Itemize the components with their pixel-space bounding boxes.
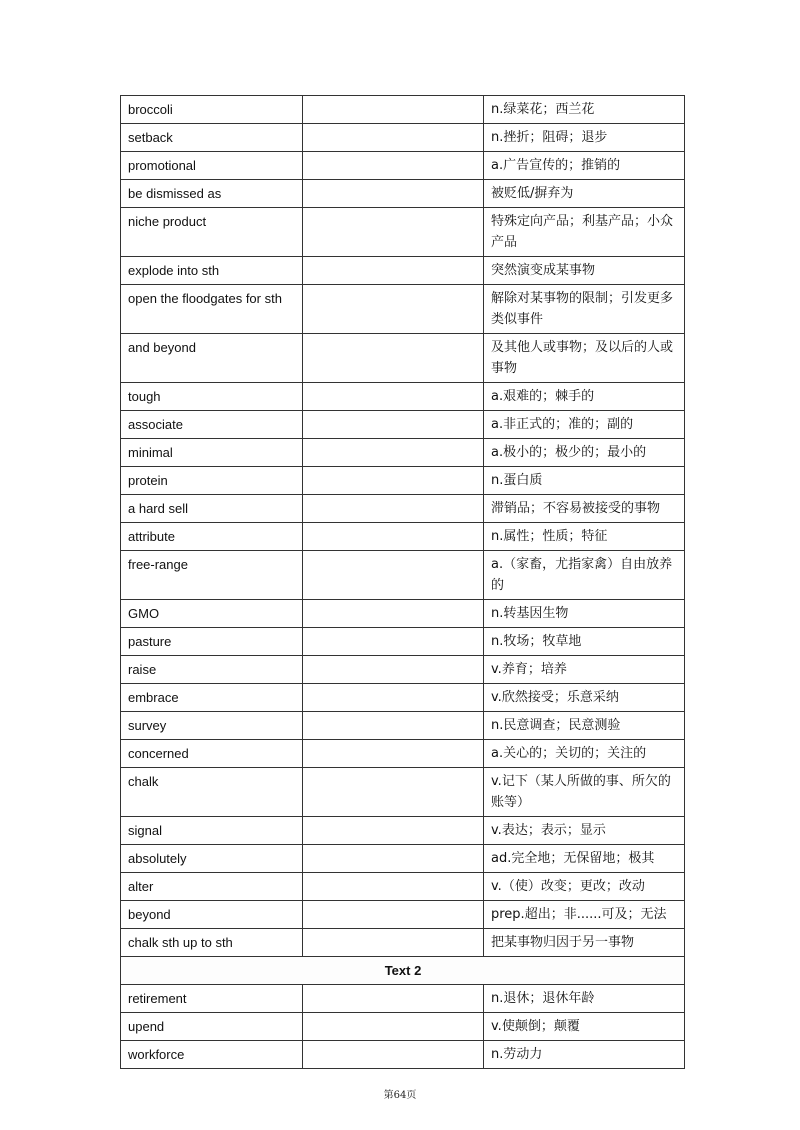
vocab-term: absolutely: [121, 845, 303, 873]
vocab-row: [121, 740, 685, 768]
vocab-blank-cell: [303, 684, 484, 712]
vocab-term: raise: [121, 656, 303, 684]
vocab-row: [121, 817, 685, 845]
vocab-definition: n.转基因生物: [484, 600, 685, 628]
vocab-blank-cell: [303, 1013, 484, 1041]
vocab-term: concerned: [121, 740, 303, 768]
vocab-blank-cell: [303, 467, 484, 495]
vocab-blank-cell: [303, 1041, 484, 1069]
vocab-row: [121, 768, 685, 817]
vocab-blank-cell: [303, 523, 484, 551]
vocab-term: promotional: [121, 152, 303, 180]
vocab-blank-cell: [303, 656, 484, 684]
vocab-term: protein: [121, 467, 303, 495]
vocab-definition: v.养育；培养: [484, 656, 685, 684]
vocab-definition: v.表达；表示；显示: [484, 817, 685, 845]
vocab-row: [121, 628, 685, 656]
vocab-row: [121, 334, 685, 383]
vocab-row: [121, 180, 685, 208]
vocab-definition: 特殊定向产品；利基产品；小众产品: [484, 208, 685, 257]
vocab-definition: 解除对某事物的限制；引发更多类似事件: [484, 285, 685, 334]
vocab-blank-cell: [303, 124, 484, 152]
vocab-term: GMO: [121, 600, 303, 628]
vocab-term: explode into sth: [121, 257, 303, 285]
vocab-definition: v.记下（某人所做的事、所欠的账等）: [484, 768, 685, 817]
vocab-blank-cell: [303, 985, 484, 1013]
vocab-definition: n.牧场；牧草地: [484, 628, 685, 656]
vocab-row: [121, 684, 685, 712]
vocab-definition: 及其他人或事物；及以后的人或事物: [484, 334, 685, 383]
vocab-blank-cell: [303, 495, 484, 523]
vocab-blank-cell: [303, 873, 484, 901]
vocab-blank-cell: [303, 628, 484, 656]
vocab-term: niche product: [121, 208, 303, 257]
vocab-term: and beyond: [121, 334, 303, 383]
vocab-row: [121, 383, 685, 411]
vocab-row: [121, 656, 685, 684]
vocab-definition: ad.完全地；无保留地；极其: [484, 845, 685, 873]
vocab-row: [121, 901, 685, 929]
vocab-term: associate: [121, 411, 303, 439]
vocab-blank-cell: [303, 285, 484, 334]
vocab-term: chalk sth up to sth: [121, 929, 303, 957]
vocab-definition: a.（家畜，尤指家禽）自由放养的: [484, 551, 685, 600]
vocab-blank-cell: [303, 411, 484, 439]
vocab-definition: a.艰难的；棘手的: [484, 383, 685, 411]
vocab-row: [121, 152, 685, 180]
vocab-term: pasture: [121, 628, 303, 656]
vocab-term: survey: [121, 712, 303, 740]
vocab-row: [121, 873, 685, 901]
vocab-blank-cell: [303, 96, 484, 124]
vocab-term: tough: [121, 383, 303, 411]
vocab-term: beyond: [121, 901, 303, 929]
vocab-blank-cell: [303, 152, 484, 180]
vocab-row: [121, 523, 685, 551]
vocab-term: a hard sell: [121, 495, 303, 523]
vocab-row: [121, 712, 685, 740]
vocab-blank-cell: [303, 817, 484, 845]
vocab-definition: n.绿菜花；西兰花: [484, 96, 685, 124]
vocab-blank-cell: [303, 439, 484, 467]
vocab-definition: a.非正式的；准的；副的: [484, 411, 685, 439]
vocab-row: [121, 551, 685, 600]
vocab-definition: a.极小的；极少的；最小的: [484, 439, 685, 467]
vocab-term: upend: [121, 1013, 303, 1041]
vocab-row: [121, 1041, 685, 1069]
vocab-term: setback: [121, 124, 303, 152]
vocab-row: [121, 467, 685, 495]
vocab-row: [121, 411, 685, 439]
vocab-row: [121, 439, 685, 467]
vocab-definition: 被贬低/摒弃为: [484, 180, 685, 208]
vocab-term: workforce: [121, 1041, 303, 1069]
vocab-definition: 滞销品；不容易被接受的事物: [484, 495, 685, 523]
vocab-definition: 把某事物归因于另一事物: [484, 929, 685, 957]
vocab-definition: v.使颠倒；颠覆: [484, 1013, 685, 1041]
vocab-blank-cell: [303, 551, 484, 600]
vocab-blank-cell: [303, 208, 484, 257]
vocab-blank-cell: [303, 383, 484, 411]
vocab-definition: n.属性；性质；特征: [484, 523, 685, 551]
vocab-blank-cell: [303, 929, 484, 957]
vocab-definition: v.欣然接受；乐意采纳: [484, 684, 685, 712]
vocab-term: free-range: [121, 551, 303, 600]
vocab-blank-cell: [303, 712, 484, 740]
vocab-blank-cell: [303, 740, 484, 768]
vocab-definition: n.退休；退休年龄: [484, 985, 685, 1013]
vocab-term: minimal: [121, 439, 303, 467]
vocab-term: open the floodgates for sth: [121, 285, 303, 334]
vocabulary-table-body: [121, 96, 685, 1069]
vocab-definition: 突然演变成某事物: [484, 257, 685, 285]
vocab-definition: n.蛋白质: [484, 467, 685, 495]
vocab-blank-cell: [303, 180, 484, 208]
page-number: 第64页: [383, 1090, 417, 1101]
vocab-row: [121, 929, 685, 957]
vocab-row: [121, 845, 685, 873]
vocab-definition: n.民意调查；民意测验: [484, 712, 685, 740]
vocab-term: signal: [121, 817, 303, 845]
vocab-row: [121, 985, 685, 1013]
vocab-term: retirement: [121, 985, 303, 1013]
vocab-row: [121, 257, 685, 285]
vocab-blank-cell: [303, 901, 484, 929]
vocab-row: [121, 1013, 685, 1041]
vocab-definition: n.挫折；阻碍；退步: [484, 124, 685, 152]
vocab-blank-cell: [303, 768, 484, 817]
vocab-row: [121, 124, 685, 152]
section-header-row: [121, 957, 685, 985]
vocab-row: [121, 96, 685, 124]
vocab-blank-cell: [303, 845, 484, 873]
vocabulary-table: [120, 95, 685, 1069]
vocab-row: [121, 208, 685, 257]
section-title: Text 2: [121, 957, 685, 985]
vocab-definition: prep.超出；非......可及；无法: [484, 901, 685, 929]
vocab-definition: a.广告宣传的；推销的: [484, 152, 685, 180]
vocab-definition: a.关心的；关切的；关注的: [484, 740, 685, 768]
vocab-blank-cell: [303, 600, 484, 628]
vocab-term: embrace: [121, 684, 303, 712]
vocab-term: broccoli: [121, 96, 303, 124]
vocab-definition: n.劳动力: [484, 1041, 685, 1069]
vocab-blank-cell: [303, 334, 484, 383]
vocab-row: [121, 495, 685, 523]
vocab-row: [121, 600, 685, 628]
vocab-term: alter: [121, 873, 303, 901]
vocab-definition: v.（使）改变；更改；改动: [484, 873, 685, 901]
vocab-term: chalk: [121, 768, 303, 817]
vocab-blank-cell: [303, 257, 484, 285]
vocab-term: be dismissed as: [121, 180, 303, 208]
vocab-term: attribute: [121, 523, 303, 551]
vocab-row: [121, 285, 685, 334]
